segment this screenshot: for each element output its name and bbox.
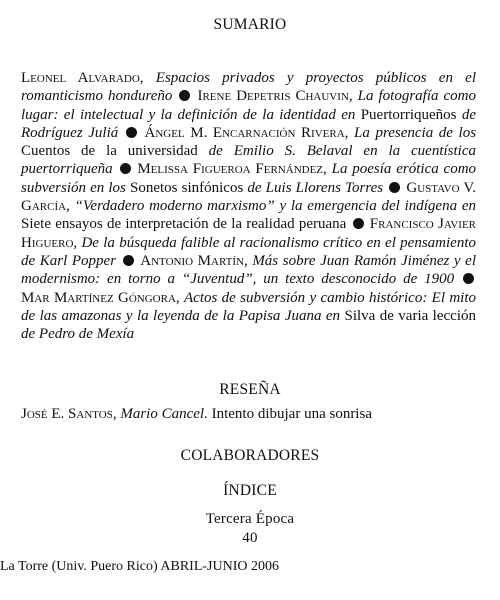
entry: Ángel M. Encarnación Rivera, La presencia de los Cuentos de la universidad de Emilio S. Belaval en la cuentística puertorriqueña <box>21 124 477 178</box>
entry: Gustavo V. García, “Verdadero moderno marxismo” y la emergencia del indígena en Siete ensayos de interpretación de la realidad peruana <box>21 179 477 233</box>
bullet-icon <box>389 182 400 193</box>
entry-title: Espacios privados y proyectos públicos en el romanticismo hondureño <box>21 70 477 105</box>
entry-title-cont: de Rodríguez Juliá <box>21 106 476 141</box>
entry-work-title: Silva de varia lección <box>340 307 476 324</box>
entry-author: Antonio Martín <box>140 252 244 269</box>
bullet-icon <box>126 127 137 138</box>
entry: Melissa Figueroa Fernández, La poesía erótica como subversión en los Sonetos sinfónicos de Luis Llorens Torres <box>21 161 477 196</box>
entry-title: La presencia de los <box>354 124 477 141</box>
entry: Leonel Alvarado, Espacios privados y proyectos públicos en el romanticismo hondureño <box>21 70 477 105</box>
entry-author: Irene Depetris Chauvin <box>197 88 349 105</box>
entry-author: Ángel M. Encarnación Rivera <box>144 124 345 141</box>
entry-work-title: Puertorriqueños <box>355 106 457 123</box>
entry-author: Melissa Figueroa Fernández <box>137 161 324 178</box>
bullet-icon <box>123 255 134 266</box>
bullet-icon <box>463 273 474 284</box>
entry-author: Leonel Alvarado <box>21 70 140 86</box>
review-author: José E. Santos <box>21 406 113 422</box>
sumario-entries <box>21 69 476 343</box>
review-entry: José E. Santos, Mario Cancel. Intento dibujar una sonrisa <box>21 406 372 422</box>
review-title: Intento dibujar una sonrisa <box>207 406 372 422</box>
bullet-icon <box>120 163 131 174</box>
journal-footer: La Torre (Univ. Puero Rico) ABRIL-JUNIO 2006 <box>0 559 279 574</box>
entry-title-cont: de Pedro de Mexía <box>21 326 135 343</box>
entry-title: La fotografía como lugar: el intelectual y la definición de la identidad en <box>21 88 477 123</box>
entry-title: Más sobre Juan Ramón Jiménez y el modernismo: en torno a “Juventud”, un texto desconocido de 1900 <box>21 252 477 288</box>
entry-title: La poesía erótica como subversión en los <box>21 161 477 196</box>
issue-number: 40 <box>242 530 258 546</box>
entry-title-cont: de Emilio S. Belaval en la cuentística puertorriqueña <box>21 143 477 178</box>
entry: Irene Depetris Chauvin, La fotografía como lugar: el intelectual y la definición de la identidad en Puertorriqueños de Rodríguez Juliá <box>21 88 477 141</box>
entry-title: Actos de subversión y cambio histórico: El mito de las amazonas y la leyenda de la Papisa Juana en <box>21 289 477 324</box>
indice-heading: ÍNDICE <box>223 482 277 499</box>
bullet-icon <box>353 218 364 229</box>
entry-title: De la búsqueda falible al racionalismo crítico en el pensamiento de Karl Popper <box>21 234 476 269</box>
entry-title: “Verdadero moderno marxismo” y la emergencia del indígena en <box>74 198 476 215</box>
entry-author: Francisco Javier Higuero <box>21 216 477 251</box>
entry-author: Gustavo V. García <box>21 179 477 215</box>
colaboradores-heading: COLABORADORES <box>180 447 320 464</box>
epoch-label: Tercera Época <box>205 511 295 527</box>
sumario-heading: SUMARIO <box>213 16 287 33</box>
entry: Francisco Javier Higuero, De la búsqueda falible al racionalismo crítico en el pensamiento de Karl Popper <box>21 216 477 269</box>
entry: Mar Martínez Góngora, Actos de subversión y cambio histórico: El mito de las amazonas y la leyenda de la Papisa Juana en Silva de varia lección de Pedro de Mexía <box>21 289 477 343</box>
entry-title-cont: de Luis Llorens Torres <box>243 179 384 196</box>
entry-author: Mar Martínez Góngora <box>21 289 176 306</box>
reviewed-author: Mario Cancel. <box>120 406 208 422</box>
entry: Antonio Martín, Más sobre Juan Ramón Jiménez y el modernismo: en torno a “Juventud”, un texto desconocido de 1900 <box>21 252 477 288</box>
entry-work-title: Cuentos de la universidad <box>21 143 198 160</box>
entry-work-title: Sonetos sinfónicos <box>125 179 244 196</box>
resena-heading: RESEÑA <box>219 381 281 398</box>
bullet-icon <box>179 90 190 101</box>
entry-work-title: Siete ensayos de interpretación de la realidad peruana <box>21 216 347 233</box>
